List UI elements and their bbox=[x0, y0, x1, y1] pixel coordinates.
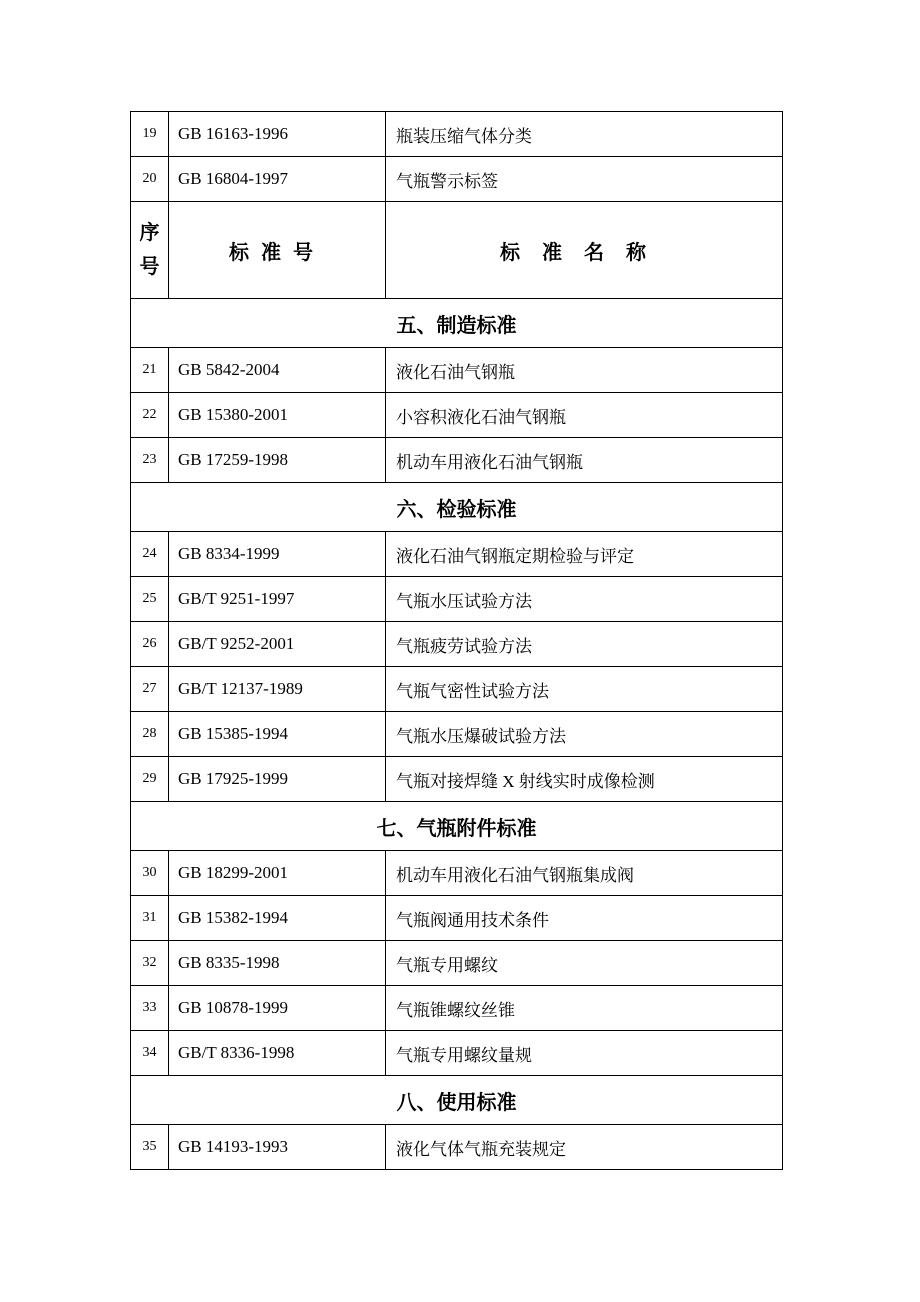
standard-name: 瓶装压缩气体分类 bbox=[386, 112, 783, 157]
table-row bbox=[131, 622, 783, 667]
row-number: 30 bbox=[131, 851, 169, 896]
table-row bbox=[131, 1031, 783, 1076]
section-heading-row bbox=[131, 1076, 783, 1125]
row-number: 24 bbox=[131, 532, 169, 577]
standard-name: 机动车用液化石油气钢瓶集成阀 bbox=[386, 851, 783, 896]
standard-name: 气瓶水压爆破试验方法 bbox=[386, 712, 783, 757]
table-row bbox=[131, 112, 783, 157]
table-row bbox=[131, 757, 783, 802]
standard-name: 气瓶水压试验方法 bbox=[386, 577, 783, 622]
standard-code: GB 8335-1998 bbox=[169, 941, 386, 986]
header-standard-name: 标准名称 bbox=[386, 202, 783, 299]
standard-name: 气瓶专用螺纹 bbox=[386, 941, 783, 986]
table-row bbox=[131, 941, 783, 986]
table-row bbox=[131, 712, 783, 757]
table-row bbox=[131, 438, 783, 483]
row-number: 20 bbox=[131, 157, 169, 202]
row-number: 31 bbox=[131, 896, 169, 941]
row-number: 25 bbox=[131, 577, 169, 622]
row-number: 33 bbox=[131, 986, 169, 1031]
standard-code: GB 16163-1996 bbox=[169, 112, 386, 157]
row-number: 35 bbox=[131, 1125, 169, 1170]
row-number: 22 bbox=[131, 393, 169, 438]
section-title: 六、检验标准 bbox=[131, 483, 783, 532]
standard-code: GB 15380-2001 bbox=[169, 393, 386, 438]
header-number bbox=[131, 202, 169, 299]
header-number-line2: 号 bbox=[139, 256, 160, 278]
row-number: 32 bbox=[131, 941, 169, 986]
standard-name: 气瓶疲劳试验方法 bbox=[386, 622, 783, 667]
table-row bbox=[131, 896, 783, 941]
standard-code: GB 18299-2001 bbox=[169, 851, 386, 896]
standard-code: GB 15385-1994 bbox=[169, 712, 386, 757]
standard-name: 气瓶阀通用技术条件 bbox=[386, 896, 783, 941]
standard-name: 液化气体气瓶充装规定 bbox=[386, 1125, 783, 1170]
row-number: 21 bbox=[131, 348, 169, 393]
standard-code: GB/T 8336-1998 bbox=[169, 1031, 386, 1076]
table-row bbox=[131, 1125, 783, 1170]
table-row bbox=[131, 393, 783, 438]
standard-code: GB/T 9252-2001 bbox=[169, 622, 386, 667]
row-number: 34 bbox=[131, 1031, 169, 1076]
standard-code: GB 17259-1998 bbox=[169, 438, 386, 483]
table-header-row bbox=[131, 202, 783, 299]
row-number: 27 bbox=[131, 667, 169, 712]
row-number: 29 bbox=[131, 757, 169, 802]
table-row bbox=[131, 851, 783, 896]
standard-code: GB 10878-1999 bbox=[169, 986, 386, 1031]
standard-name: 液化石油气钢瓶 bbox=[386, 348, 783, 393]
header-number-line1: 序 bbox=[139, 222, 160, 244]
table-row bbox=[131, 986, 783, 1031]
header-standard-code: 标准号 bbox=[169, 202, 386, 299]
table-row bbox=[131, 348, 783, 393]
standard-code: GB 17925-1999 bbox=[169, 757, 386, 802]
standard-code: GB 8334-1999 bbox=[169, 532, 386, 577]
table-row bbox=[131, 157, 783, 202]
section-title: 五、制造标准 bbox=[131, 299, 783, 348]
standard-name: 机动车用液化石油气钢瓶 bbox=[386, 438, 783, 483]
row-number: 28 bbox=[131, 712, 169, 757]
section-heading-row bbox=[131, 299, 783, 348]
row-number: 26 bbox=[131, 622, 169, 667]
standard-name: 气瓶警示标签 bbox=[386, 157, 783, 202]
standard-code: GB/T 12137-1989 bbox=[169, 667, 386, 712]
section-heading-row bbox=[131, 802, 783, 851]
section-heading-row bbox=[131, 483, 783, 532]
table-row bbox=[131, 667, 783, 712]
standard-name: 气瓶专用螺纹量规 bbox=[386, 1031, 783, 1076]
standard-code: GB 16804-1997 bbox=[169, 157, 386, 202]
section-title: 七、气瓶附件标准 bbox=[131, 802, 783, 851]
standards-table-body bbox=[131, 112, 783, 1170]
standard-code: GB 14193-1993 bbox=[169, 1125, 386, 1170]
standard-name: 小容积液化石油气钢瓶 bbox=[386, 393, 783, 438]
standard-code: GB 15382-1994 bbox=[169, 896, 386, 941]
table-row bbox=[131, 577, 783, 622]
table-row bbox=[131, 532, 783, 577]
standard-code: GB 5842-2004 bbox=[169, 348, 386, 393]
standard-name: 气瓶对接焊缝 X 射线实时成像检测 bbox=[386, 757, 783, 802]
row-number: 23 bbox=[131, 438, 169, 483]
standard-code: GB/T 9251-1997 bbox=[169, 577, 386, 622]
standard-name: 气瓶锥螺纹丝锥 bbox=[386, 986, 783, 1031]
row-number: 19 bbox=[131, 112, 169, 157]
standard-name: 气瓶气密性试验方法 bbox=[386, 667, 783, 712]
standard-name: 液化石油气钢瓶定期检验与评定 bbox=[386, 532, 783, 577]
section-title: 八、使用标准 bbox=[131, 1076, 783, 1125]
standards-table bbox=[130, 111, 783, 1170]
